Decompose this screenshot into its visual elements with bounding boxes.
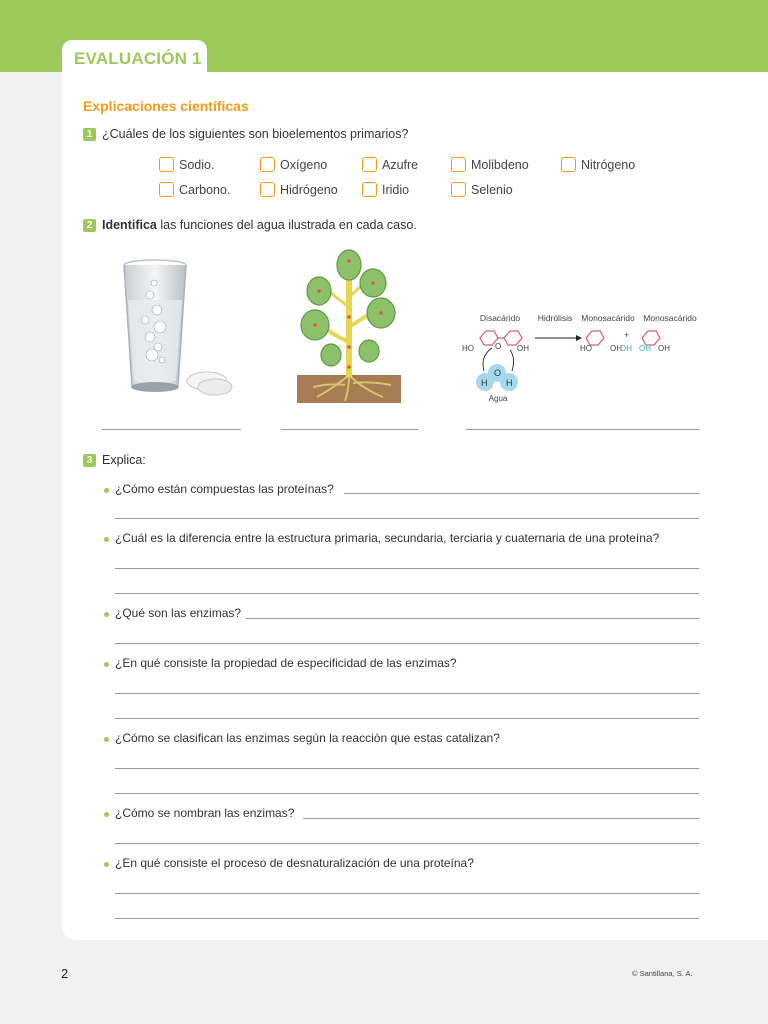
answer-line[interactable] (303, 818, 699, 819)
page-title: EVALUACIÓN 1 (74, 49, 202, 68)
answer-line[interactable] (115, 843, 699, 844)
answer-line[interactable] (115, 643, 699, 644)
question-2-rest: las funciones del agua ilustrada en cada caso. (156, 218, 417, 232)
label-disacarido: Disacárido (479, 313, 521, 323)
subquestion-3: ¿Qué son las enzimas? (115, 606, 242, 620)
label-ho-1: HO (462, 344, 474, 353)
bullet (104, 612, 109, 617)
answer-line[interactable] (115, 893, 699, 894)
label-water-h2: H (506, 378, 513, 388)
option-hidrogeno[interactable]: Hidrógeno (260, 182, 338, 197)
question-1-number: 1 (83, 128, 96, 141)
subquestion-5: ¿Cómo se clasifican las enzimas según la reacción que estas catalizan? (115, 731, 500, 745)
page-number: 2 (61, 966, 69, 981)
bullet (104, 662, 109, 667)
label-hidrolisis: Hidrólisis (537, 313, 573, 323)
answer-line[interactable] (115, 918, 699, 919)
label-agua: Agua (488, 394, 508, 403)
answer-line-plant[interactable] (281, 429, 418, 430)
checkbox[interactable] (561, 157, 576, 172)
section-title: Explicaciones científicas (83, 98, 249, 114)
answer-line[interactable] (115, 793, 699, 794)
bullet (104, 537, 109, 542)
label-plus: + (624, 330, 630, 340)
hydrolysis-diagram (458, 308, 708, 408)
label-water-o: O (494, 368, 502, 378)
subquestion-2: ¿Cuál es la diferencia entre la estructura primaria, secundaria, terciaria y cuaternaria de una proteína? (115, 531, 660, 545)
option-nitrogeno[interactable]: Nitrógeno (561, 157, 635, 172)
checkbox[interactable] (451, 157, 466, 172)
bullet (104, 812, 109, 817)
question-1-text: ¿Cuáles de los siguientes son bioelementos primarios? (102, 127, 409, 141)
label-o-bridge: O (495, 342, 502, 351)
answer-line[interactable] (115, 718, 699, 719)
answer-line[interactable] (115, 593, 699, 594)
subquestion-1: ¿Cómo están compuestas las proteínas? (115, 482, 334, 496)
answer-line[interactable] (115, 568, 699, 569)
answer-line[interactable] (115, 768, 699, 769)
question-2-verb: Identifica (102, 218, 157, 232)
subquestion-6: ¿Cómo se nombran las enzimas? (115, 806, 295, 820)
water-glass-illustration (112, 255, 242, 405)
option-molibdeno[interactable]: Molibdeno (451, 157, 529, 172)
label-oh-2: OH (610, 344, 622, 353)
answer-line[interactable] (115, 693, 699, 694)
answer-line[interactable] (115, 518, 699, 519)
checkbox[interactable] (451, 182, 466, 197)
question-3-number: 3 (83, 454, 96, 467)
option-iridio[interactable]: Iridio (362, 182, 409, 197)
label-monosacarido-1: Monosacárido (581, 313, 635, 323)
bullet (104, 737, 109, 742)
question-2-text (102, 218, 417, 232)
copyright: © Santillana, S. A. (632, 969, 693, 978)
label-water-h1: H (481, 378, 488, 388)
label-ho-2: HO (580, 344, 592, 353)
answer-line[interactable] (246, 618, 699, 619)
label-oh-water: OH (620, 344, 632, 353)
option-azufre[interactable]: Azufre (362, 157, 418, 172)
checkbox[interactable] (362, 157, 377, 172)
subquestion-7: ¿En qué consiste el proceso de desnaturalización de una proteína? (115, 856, 474, 870)
label-oh-water-2: OH (639, 344, 651, 353)
answer-line-hydrolysis[interactable] (466, 429, 699, 430)
subquestion-4: ¿En qué consiste la propiedad de especificidad de las enzimas? (115, 656, 457, 670)
label-oh-3: OH (658, 344, 670, 353)
checkbox[interactable] (159, 182, 174, 197)
label-oh-1: OH (517, 344, 529, 353)
question-3-text: Explica: (102, 453, 146, 467)
bullet (104, 488, 109, 493)
checkbox[interactable] (362, 182, 377, 197)
question-2-number: 2 (83, 219, 96, 232)
option-selenio[interactable]: Selenio (451, 182, 513, 197)
checkbox[interactable] (260, 157, 275, 172)
checkbox[interactable] (260, 182, 275, 197)
option-oxigeno[interactable]: Oxígeno (260, 157, 327, 172)
label-monosacarido-2: Monosacárido (643, 313, 697, 323)
option-carbono[interactable]: Carbono. (159, 182, 230, 197)
bullet (104, 862, 109, 867)
plant-illustration (295, 247, 405, 407)
checkbox[interactable] (159, 157, 174, 172)
answer-line[interactable] (344, 493, 699, 494)
answer-line-glass[interactable] (102, 429, 241, 430)
option-sodio[interactable]: Sodio. (159, 157, 214, 172)
